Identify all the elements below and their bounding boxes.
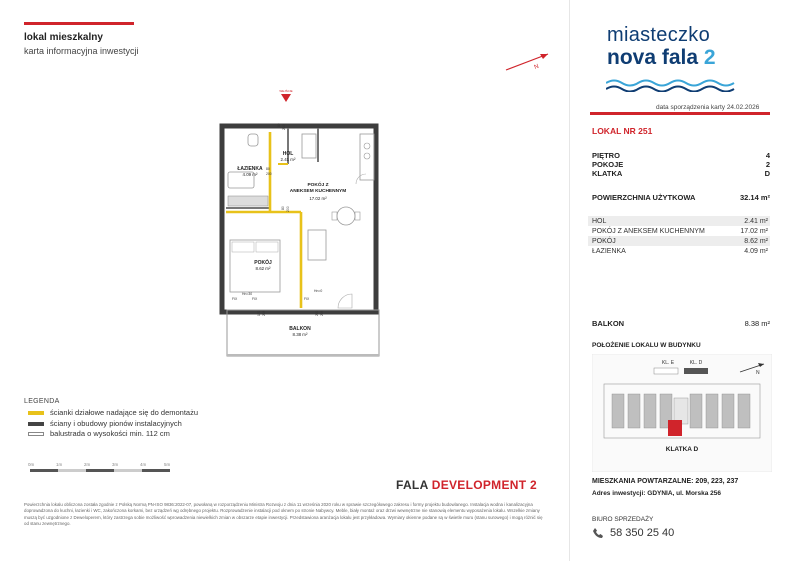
developer-brand — [396, 478, 537, 492]
door-dim-3: 80 — [266, 167, 270, 171]
room-area-living: 17.02 m² — [309, 196, 327, 201]
floor-row: PIĘTRO 4 — [592, 151, 770, 160]
logo-waves-icon — [606, 78, 738, 92]
legend-swatch-outline — [28, 432, 44, 436]
scale-label: 0m — [28, 462, 35, 467]
building-location-plan — [592, 354, 772, 472]
legend-item-railing — [28, 429, 170, 438]
door-dim-4: 200 — [266, 172, 272, 176]
page-subtitle: karta informacyjna inwestycji — [24, 46, 139, 56]
door-dim-1: 80 — [277, 123, 281, 127]
card-date: data sporządzenia karty 24.02.2026 — [656, 104, 760, 111]
sales-phone[interactable] — [592, 527, 674, 539]
room-label-bathroom: ŁAZIENKA — [237, 166, 263, 172]
sill-label-1: Hn=30 — [242, 292, 253, 296]
room-label-hall: HOL — [282, 151, 294, 157]
staircase-row: KLATKA D — [592, 169, 770, 178]
floor-plan — [218, 112, 388, 362]
sales-office-label: BIURO SPRZEDAŻY — [592, 516, 654, 523]
balcony-row: BALKON 8.38 m² — [592, 319, 770, 328]
page-title: lokal mieszkalny — [24, 32, 103, 43]
usable-area-row: POWIERZCHNIA UŻYTKOWA 32.14 m² — [592, 193, 770, 202]
location-title: POŁOŻENIE LOKALU W BUDYNKU — [592, 342, 701, 349]
legend-swatch-dark — [28, 422, 44, 426]
logo-line-2: nova fala 2 — [607, 46, 716, 69]
room-label-living: POKÓJ Z ANEKSEM KUCHENNYM — [289, 183, 347, 194]
svg-text:N: N — [533, 63, 540, 71]
legend-label: balustrada o wysokości min. 112 cm — [50, 429, 170, 438]
phone-icon — [592, 527, 604, 539]
room-area-bathroom: 4.09 m² — [242, 172, 258, 177]
room-table-row: HOL 2.41 m² — [588, 216, 770, 226]
rooms-row: POKOJE 2 — [592, 160, 770, 169]
mini-compass-label: N — [756, 370, 760, 376]
room-area-hall: 2.41 m² — [280, 157, 296, 162]
room-label-bedroom: POKÓJ — [254, 260, 272, 266]
room-table-row: POKÓJ 8.62 m² — [588, 236, 770, 246]
door-dim-6: 200 — [286, 206, 290, 212]
window-dim-1: 170 — [257, 310, 261, 316]
room-area-bedroom: 8.62 m² — [255, 266, 271, 271]
room-area-balcony: 8.38 m² — [292, 332, 308, 337]
sill-label-2: Hn=0 — [314, 289, 323, 293]
legend-item-structural — [28, 419, 182, 428]
investment-address: Adres inwestycji: GDYNIA, ul. Morska 256 — [592, 490, 721, 497]
room-label-balcony: BALKON — [289, 326, 311, 332]
scale-bar — [30, 463, 170, 477]
logo-line-1: miasteczko — [607, 24, 711, 46]
legend-swatch-yellow — [28, 411, 44, 415]
fix-label-3: FIX — [304, 297, 310, 301]
header-accent-bar — [24, 22, 134, 25]
scale-label: 1m — [56, 462, 63, 467]
svg-text:WEJŚCIE: WEJŚCIE — [279, 89, 293, 93]
stair-e-label: KL. E — [661, 360, 675, 366]
unit-number: LOKAL NR 251 — [592, 126, 653, 136]
column-divider — [569, 0, 570, 561]
fix-label-1: FIX — [232, 297, 238, 301]
disclaimer-text: Powierzchnia lokalu obliczona została zgodnie z Polską Normą PN-ISO 9836:2022-07, powołaną w rozporządzeniu Ministra Rozwoju z dnia 11 września 2020 roku w sprawie szczegółowego zakresu i formy projektu budowlanego. Instalacja wodna i kanalizacyjna doprowadzona do kuchni, łazienki i WC, zakończona korkami, bez urządzeń wg odrębnego projektu. Rozprowadzenie instalacji pod oknem po stronie Nabywcy. Meble, biały montaż oraz drzwi wewnętrzne nie stanowią elementu wyposażenia lokalu. Wszelkie zmiany muszą być uzgodnione z Deweloperem, który zastrzega sobie możliwość wprowadzenia niewielkich zmian w obszarze etapie inwestycji. Przedstawiona aranżacja lokalu jest przykładowa. Wymiary okienne podane są w świetle muru (stanu surowego) i mogą różnić się od stanu zewnętrznego. — [24, 502, 543, 526]
legend-item-demolition — [28, 408, 198, 417]
legend-label: ścianki działowe nadające się do demontażu — [50, 408, 199, 417]
window-dim-3: 220 — [315, 310, 319, 316]
brand-logo — [607, 24, 716, 68]
scale-label: 4m — [140, 462, 147, 467]
repeated-units: MIESZKANIA POWTARZALNE: 209, 223, 237 — [592, 478, 739, 485]
room-table-row: ŁAZIENKA 4.09 m² — [592, 247, 768, 255]
room-table-row: POKÓJ Z ANEKSEM KUCHENNYM 17.02 m² — [592, 227, 768, 235]
developer-brand-main: FALA — [396, 478, 429, 492]
stair-d-label: KL. D — [689, 360, 703, 366]
compass-icon — [502, 50, 552, 74]
fix-label-2: FIX — [252, 297, 258, 301]
developer-brand-accent: DEVELOPMENT 2 — [431, 478, 537, 492]
scale-label: 3m — [112, 462, 119, 467]
legend-title: LEGENDA — [24, 398, 60, 405]
door-dim-2: 200 — [282, 124, 286, 130]
scale-label: 2m — [84, 462, 91, 467]
door-dim-5: 80 — [281, 206, 285, 210]
window-dim-2: 228 — [262, 310, 266, 316]
location-caption: KLATKA D — [665, 446, 699, 453]
legend-label: ściany i obudowy pionów instalacyjnych — [50, 419, 182, 428]
window-dim-4: 238 — [320, 310, 324, 316]
scale-label: 5m — [164, 462, 171, 467]
panel-accent-bar — [590, 112, 770, 115]
sales-phone-number[interactable]: 58 350 25 40 — [610, 527, 675, 539]
entrance-arrow-icon — [278, 88, 294, 104]
